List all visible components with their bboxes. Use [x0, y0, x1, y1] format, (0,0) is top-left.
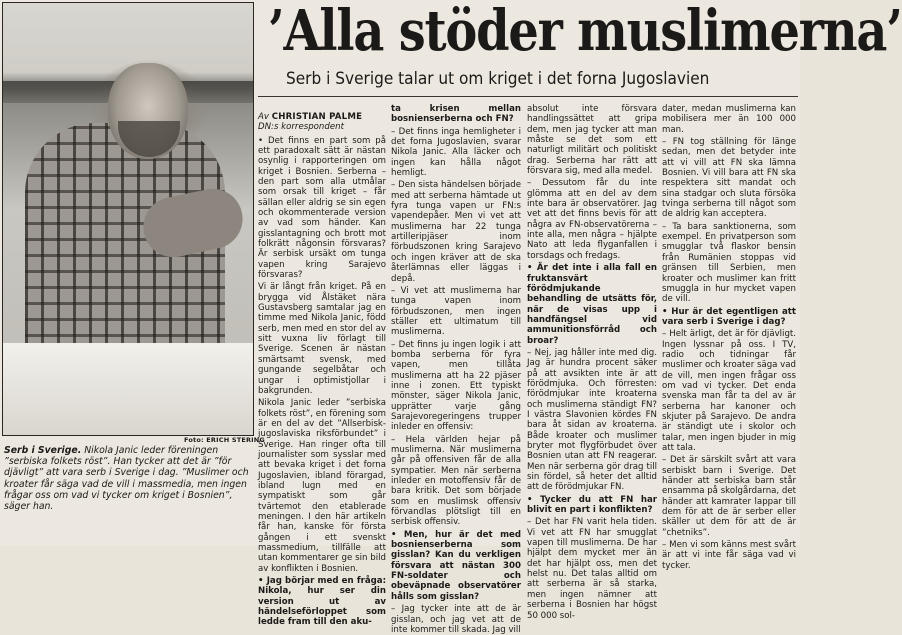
column-body — [258, 136, 386, 628]
byline-prefix: Av — [258, 112, 272, 122]
article-paragraph: – Det har FN varit hela tiden. Vi vet att FN har smugglat vapen till muslimerna. De har hjälpt dem mycket mer än det har hjälpt oss, men det helst nu. Det talas alltid om att serberna är så starka, men ingen nämner att serberna i Bosnien har högst 50 000 sol- — [527, 517, 657, 621]
article-paragraph: – Det är särskilt svårt att vara serbiskt barn i Sverige. Det händer att serbiska barn står ensamma på skolgårdarna, det händer att kamrater lappar till dem för att de är serber eller skäller ut dem för att de är ”chetniks”. — [662, 455, 796, 538]
article-paragraph: – Men vi som känns mest svårt är att vi inte får säga vad vi tycker. — [662, 540, 796, 571]
column-body — [391, 104, 521, 635]
article-paragraph: – Ta bara sanktionerna, som exempel. En privatperson som smugglar två flaskor bensin från Rumänien stoppas vid gränsen till Serbien, men kroater och muslimer kan fritt smuggla in hur mycket vapen de vill. — [662, 221, 796, 305]
byline-author: CHRISTIAN PALME — [271, 112, 363, 122]
column-body — [662, 104, 796, 571]
article-paragraph: Vi är långt från kriget. På en brygga vid Ålstäket nära Gustavsberg samtalar jag en timme med Nikola Janic, född serb, men med en stor del av sitt vuxna liv förlagt till Sverige. Scenen är nästan smärtsamt svensk, med gungande segelbåtar och ungar i optimistjollar i bakgrunden. — [258, 282, 386, 396]
caption-text: Nikola Janic leder föreningen ”serbiska folkets röst”. Han tycker att det är ”för djävligt” att vara serb i Sverige i dag. ”Muslimer och kroater får säga vad de vill i massmedia, men ingen frågar oss om vad vi tycker om kriget i Bosnien”, säger han. — [4, 445, 249, 513]
article-column-2 — [391, 104, 521, 635]
interview-question: ta krisen mellan bosnienserberna och FN? — [391, 104, 521, 125]
byline — [258, 112, 386, 133]
photo-foreground — [3, 343, 253, 435]
article-paragraph: – Dessutom får du inte glömma att en del av dem inte bara är observatörer. Jag vet att det finns bevis för att några av FN-observatörerna – inte alla, men några – hjälpte Nato att leda flyganfallen i torsdags och fredags. — [527, 178, 657, 261]
article-headline: ’Alla stöder muslimerna’ — [268, 0, 902, 64]
interview-question: • Hur är det egentligen att vara serb i Sverige i dag? — [662, 306, 796, 327]
article-paragraph: – Hela världen hejar på muslimerna. När muslimerna går på offensiven får de alla sympatier. Men när serberna inleder en motoffensiv får de bara kritik. Det som började som en muslimsk offensiv förvandlas plötsligt till en serbisk offensiv. — [391, 434, 521, 528]
caption-lead: Serb i Sverige. — [4, 445, 82, 456]
article-column-3 — [527, 104, 657, 621]
article-paragraph: • Det finns en part som på ett paradoxalt sätt är nästan osynlig i rapporteringen om kriget i Bosnien. Serberna – den part som alla utmålar som orsak till kriget – får sällan eller aldrig se sin egen och okommenterade version av vad som händer. Kan gisslantagning och brott mot folkrätt någonsin försvaras? Är serbisk ursäkt om tunga vapen kring Sarajevo försvaras? — [258, 135, 386, 281]
byline-role: DN:s korrespondent — [258, 122, 344, 133]
article-paragraph: – Det finns inga hemligheter i det forna Jugoslavien, svarar Nikola Janic. Alla läcker och ingen kan hålla något hemligt. — [391, 126, 521, 179]
interview-question: • Tycker du att FN har blivit en part i konflikten? — [527, 494, 657, 516]
article-paragraph: – Jag tycker inte att de är gisslan, och jag vet att de inte kommer till skada. Jag vill — [391, 604, 521, 635]
article-paragraph: – Helt ärligt, det är för djävligt. Ingen lyssnar på oss. I TV, radio och tidningar får muslimer och kroater säga vad de vill, men ingen frågar oss om vad vi tycker. Det enda svenska man får ta del av är serberna har kanoner och skjuter på Sarajevo. De andra är ständigt ute i skolor och talar, men ingen bjuder in mig att tala. — [662, 329, 796, 453]
photo-caption — [4, 445, 252, 512]
article-paragraph: – FN tog ställning för länge sedan, men det betyder inte att vi vill att FN ska lämna Bosnien. Vi vill bara att FN ska respektera sitt mandat och sina stadgar och sluta försöka tvinga serberna till något som de aldrig kan acceptera. — [662, 137, 796, 220]
interview-question: • Jag börjar med en fråga: Nikola, hur ser din version ut av händelseförloppet som ledde fram till den aku- — [258, 576, 386, 628]
headline-divider — [258, 96, 798, 97]
photo-nikola-janic — [2, 2, 254, 436]
article-column-1 — [258, 112, 386, 628]
article-paragraph: – Nej, jag håller inte med dig. Jag är hundra procent säker på att avsikten inte är att förödmjuka. Och förresten: förödmjukar inte kroaterna och muslimerna ständigt FN? I västra Slavonien kördes FN bara åt sidan av kroaterna. Både kroater och muslimer bryter mot flygförbudet över Bosnien utan att FN reagerar. Men när serberna gör drag till sin fördel, så heter det alltid att de förödmjukar FN. — [527, 347, 657, 493]
article-paragraph: – Vi vet att muslimerna har tunga vapen inom förbudszonen, men ingen ställer ett ultimatum till muslimerna. — [391, 285, 521, 338]
interview-question: • Är det inte i alla fall en fruktansvärt förödmjukande behandling de utsätts för, när de visas upp i handfängsel vid ammunitionsförråd och broar? — [527, 263, 657, 346]
article-paragraph: absolut inte försvara handlingssättet att gripa dem, men jag tycker att man måste se det som ett naturligt militärt och politiskt drag. Serberna har rätt att försvara sig, med alla medel. — [527, 104, 657, 177]
interview-question: • Men, hur är det med bosnienserberna som gisslan? Kan du verkligen försvara att nästan 300 FN-soldater och obeväpnade observatörer hålls som gisslan? — [391, 529, 521, 602]
article-paragraph: Nikola Janic leder ”serbiska folkets röst”, en förening som är en del av det ”Allserbisk-jugoslaviska riksförbundet” i Sverige. Han ringer ofta till journalister som sysslar med att bevaka kriget i det forna Jugoslavien, ibland förargad, ibland lugn med en sympatiskt som går tvärtemot den etablerade meningen. I den här artikeln får han, kanske för första gången i ett svenskt massmedium, tillfälle att utan kommentarer ge sin bild av konflikten i Bosnien. — [258, 398, 386, 574]
article-column-4 — [662, 104, 796, 571]
article-paragraph: – Det finns ju ingen logik i att bomba serberna för fyra vapen, men tillåta muslimerna att ha 22 pjäser inne i zonen. Ett typiskt mönster, säger Nikola Janic, upprätter varje gång Sarajevoregeringens trupper inleder en offensiv: — [391, 339, 521, 433]
column-body — [527, 104, 657, 621]
article-paragraph: – Den sista händelsen började med att serberna hämtade ut fyra tunga vapen ur FN:s vapendepåer. Men vi vet att muslimerna har 22 tunga artilleripjäser inom förbudszonen kring Sarajevo och ingen kräver att de ska återlämnas eller läggas i depå. — [391, 180, 521, 284]
photo-credit: Foto: ERICH STERING — [184, 436, 265, 444]
article-subhead: Serb i Sverige talar ut om kriget i det forna Jugoslavien — [286, 69, 710, 88]
article-paragraph: dater, medan muslimerna kan mobilisera mer än 100 000 man. — [662, 104, 796, 135]
